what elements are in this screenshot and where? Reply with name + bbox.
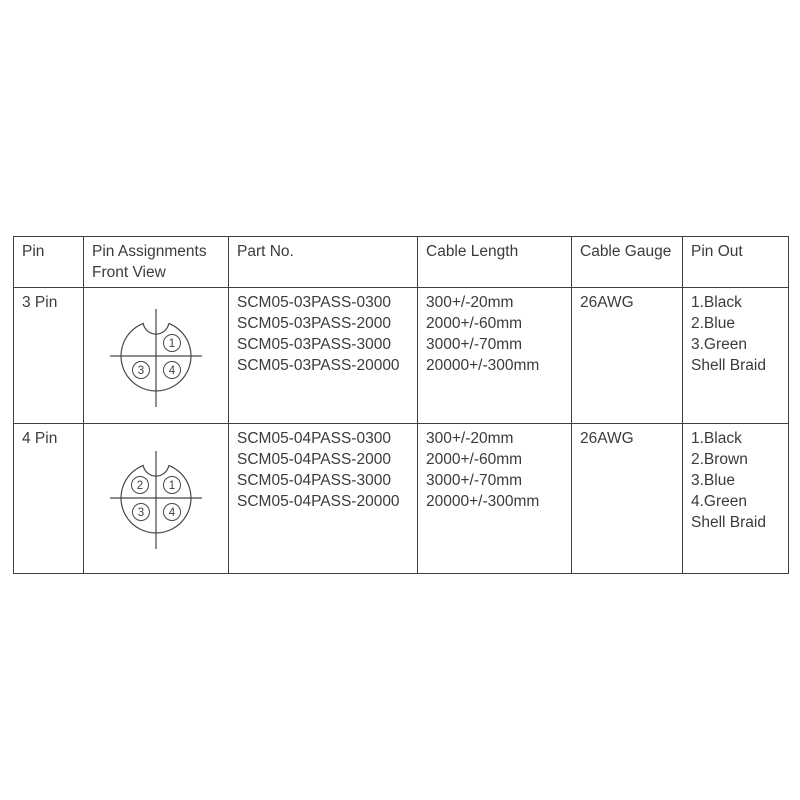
part-number-line: SCM05-03PASS-2000: [237, 315, 391, 332]
col-header-pin-out: [683, 237, 789, 288]
part-number-line: SCM05-04PASS-3000: [237, 472, 391, 489]
cell-cable-gauge-4pin: [572, 424, 683, 574]
col-header-pin-assignments: [84, 237, 229, 288]
pin-out-line: 1.Black: [691, 294, 742, 311]
header-row: [14, 237, 789, 288]
cell-cable-length-3pin: [418, 288, 572, 424]
part-number-line: SCM05-04PASS-20000: [237, 493, 400, 510]
cable-length-line: 300+/-20mm: [426, 294, 514, 311]
pin-out-line: Shell Braid: [691, 514, 766, 531]
part-number-line: SCM05-04PASS-0300: [237, 430, 391, 447]
col-header-cable-length-label: Cable Length: [426, 243, 519, 260]
pin-number: 1: [168, 480, 176, 492]
pin-count-label: 3 Pin: [22, 294, 58, 311]
pin-marker: [164, 504, 181, 521]
pin-number: 2: [136, 480, 144, 492]
cell-pin-3pin: [14, 288, 84, 424]
pin-marker: [164, 477, 181, 494]
pin-marker: [133, 362, 150, 379]
cell-pin-out-4pin: [683, 424, 789, 574]
cell-pin-out-3pin: [683, 288, 789, 424]
pin-count-label: 4 Pin: [22, 430, 58, 447]
col-header-cable-gauge-label: Cable Gauge: [580, 243, 672, 260]
col-header-assignments-line1: Pin Assignments: [92, 243, 207, 260]
connector-front-view-diagram-4pin: [96, 440, 216, 556]
cell-part-no-4pin: [229, 424, 418, 574]
col-header-part-no-label: Part No.: [237, 243, 294, 260]
cell-pin-4pin: [14, 424, 84, 574]
pin-out-line: 4.Green: [691, 493, 748, 510]
part-number-line: SCM05-03PASS-20000: [237, 357, 400, 374]
connector-spec-table: [13, 236, 789, 574]
pin-number: 3: [137, 507, 145, 519]
pin-out-line: 2.Blue: [691, 315, 735, 332]
col-header-pin-out-label: Pin Out: [691, 243, 743, 260]
pin-number: 1: [168, 338, 176, 350]
col-header-pin-label: Pin: [22, 243, 45, 260]
pin-marker: [164, 362, 181, 379]
col-header-pin: [14, 237, 84, 288]
pin-marker: [133, 504, 150, 521]
cell-pin-assignments-4pin: [84, 424, 229, 574]
pin-out-line: 2.Brown: [691, 451, 748, 468]
pin-number: 4: [168, 507, 176, 519]
pin-out-line: Shell Braid: [691, 357, 766, 374]
col-header-assignments-line2: Front View: [92, 264, 166, 281]
col-header-part-no: [229, 237, 418, 288]
part-number-line: SCM05-03PASS-0300: [237, 294, 391, 311]
pin-marker: [164, 335, 181, 352]
pin-marker: [132, 477, 149, 494]
cable-length-line: 20000+/-300mm: [426, 357, 540, 374]
table-row-4pin: [14, 424, 789, 574]
pin-number: 4: [168, 365, 176, 377]
cell-cable-gauge-3pin: [572, 288, 683, 424]
cable-length-line: 3000+/-70mm: [426, 472, 523, 489]
part-number-line: SCM05-03PASS-3000: [237, 336, 391, 353]
part-number-line: SCM05-04PASS-2000: [237, 451, 391, 468]
table-row-3pin: [14, 288, 789, 424]
pin-number: 3: [137, 365, 145, 377]
col-header-cable-length: [418, 237, 572, 288]
cell-cable-length-4pin: [418, 424, 572, 574]
col-header-cable-gauge: [572, 237, 683, 288]
connector-front-view-diagram-3pin: [96, 298, 216, 414]
cable-length-line: 3000+/-70mm: [426, 336, 523, 353]
cable-length-line: 300+/-20mm: [426, 430, 514, 447]
pin-out-line: 3.Green: [691, 336, 748, 353]
cable-length-line: 2000+/-60mm: [426, 451, 523, 468]
cable-length-line: 20000+/-300mm: [426, 493, 540, 510]
pin-out-line: 1.Black: [691, 430, 742, 447]
cable-gauge-value: 26AWG: [580, 294, 634, 311]
cable-length-line: 2000+/-60mm: [426, 315, 523, 332]
cell-pin-assignments-3pin: [84, 288, 229, 424]
cable-gauge-value: 26AWG: [580, 430, 634, 447]
pin-out-line: 3.Blue: [691, 472, 735, 489]
cell-part-no-3pin: [229, 288, 418, 424]
